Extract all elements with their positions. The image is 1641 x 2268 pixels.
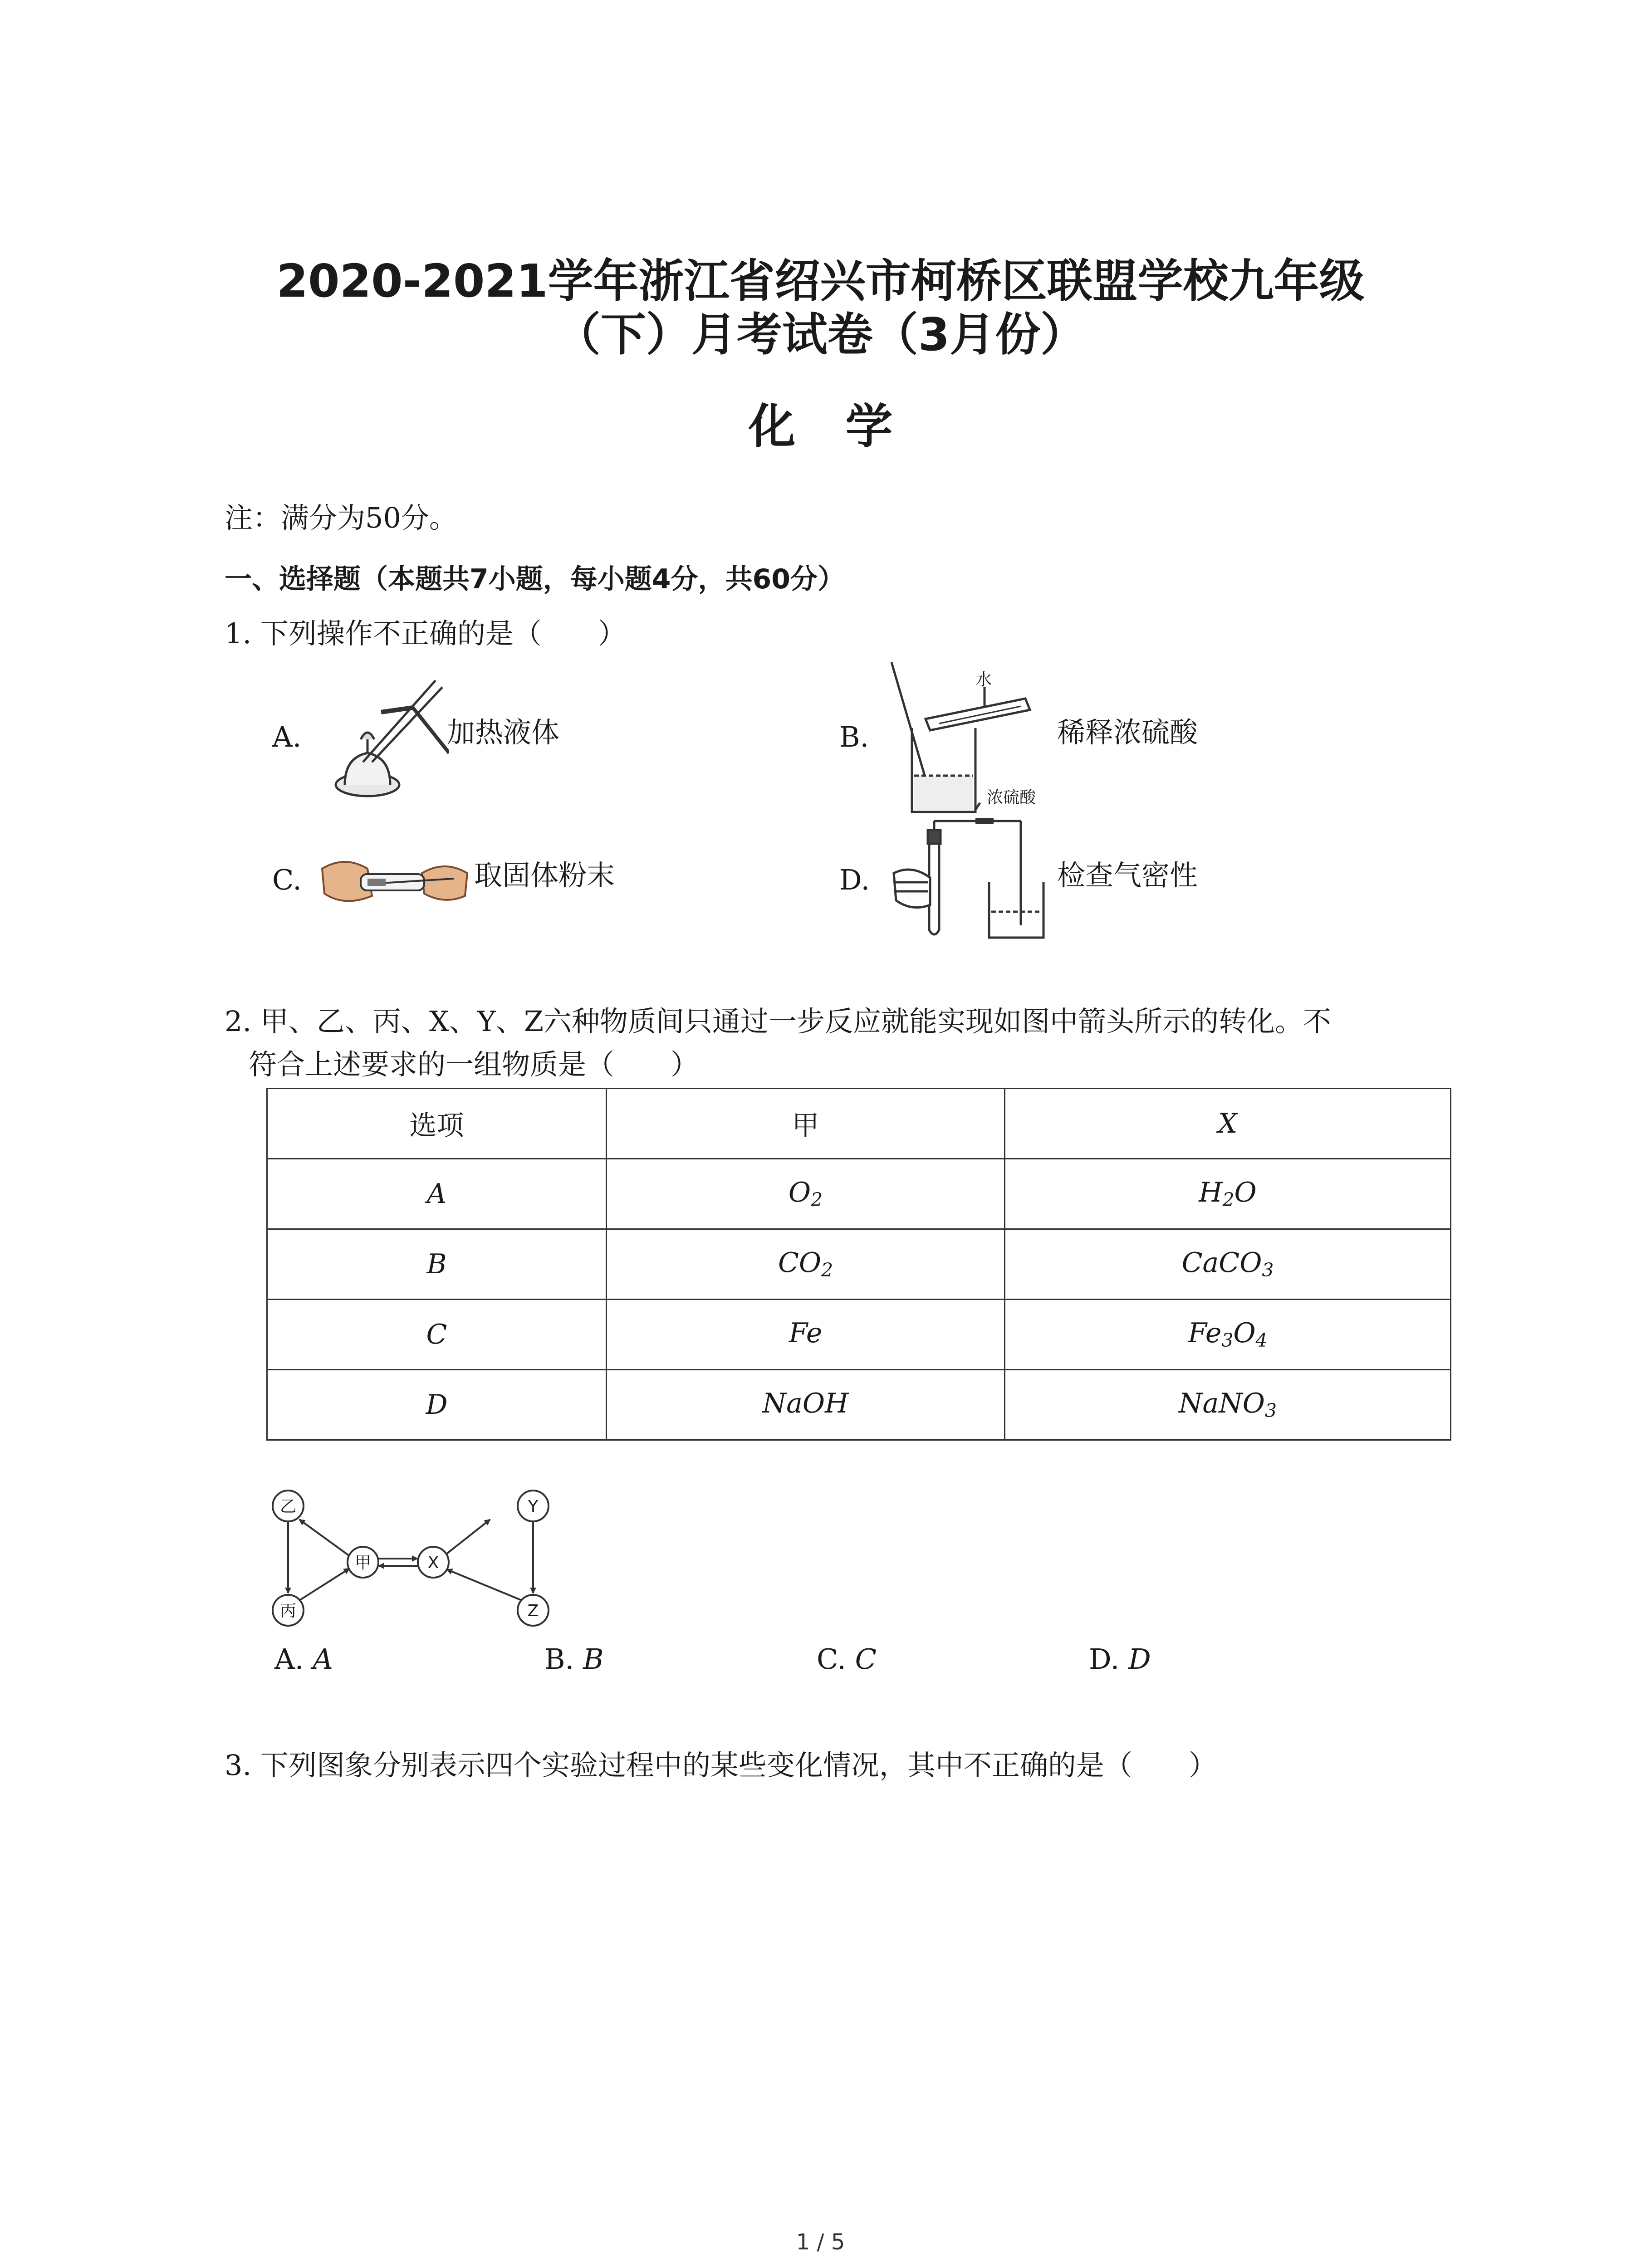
q2-answer-b: B. B — [544, 1642, 604, 1676]
subject-title: 化学 — [748, 399, 943, 454]
cell-x: $H_2O$ — [1005, 1159, 1451, 1229]
q2-stem-line1: 2. 甲、乙、丙、X、Y、Z六种物质间只通过一步反应就能实现如图中箭头所示的转化。不 — [225, 1005, 1332, 1038]
node-label: 丙 — [279, 1602, 297, 1620]
page-title-line2: （下）月考试卷（3月份） — [555, 308, 1086, 361]
take-solid-powder-figure — [318, 850, 472, 909]
header-jia: 甲 — [607, 1089, 1005, 1159]
q1-option-a-label: 加热液体 — [447, 716, 560, 749]
check-airtightness-figure — [885, 814, 1053, 946]
q2-answer-d: D. D — [1089, 1642, 1151, 1676]
q1-option-b-label: 稀释浓硫酸 — [1057, 716, 1198, 749]
arrow-jia-to-yi — [299, 1520, 349, 1556]
q1-option-d-label: 检查气密性 — [1057, 859, 1198, 892]
arrow-bing-to-jia — [299, 1569, 349, 1600]
q1-option-b-letter: B. — [839, 720, 869, 753]
table-row — [267, 1300, 1451, 1370]
concentrated-acid-label: 浓硫酸 — [987, 788, 1036, 807]
cell-x: $Fe_3O_4$ — [1005, 1300, 1451, 1370]
header-x: X — [1005, 1089, 1451, 1159]
q1-option-d-letter: D. — [839, 863, 870, 896]
node-label: 甲 — [354, 1554, 372, 1572]
q1-option-c-letter: C. — [272, 863, 302, 896]
q2-answer-a: A. A — [274, 1642, 333, 1676]
cell-x: NaNO$_3$ — [1005, 1370, 1451, 1440]
cell-option: D — [267, 1370, 607, 1440]
node-label: X — [427, 1554, 439, 1572]
table-row — [267, 1370, 1451, 1440]
node-label: Y — [528, 1497, 538, 1516]
q1-option-c-label: 取固体粉末 — [474, 859, 615, 892]
page-number: 1 / 5 — [796, 2229, 845, 2255]
arrow-z-to-x — [447, 1569, 522, 1600]
water-label: 水 — [975, 670, 992, 689]
node-label: Z — [527, 1602, 539, 1620]
arrow-x-to-y — [447, 1520, 490, 1554]
header-option: 选项 — [267, 1089, 607, 1159]
transformation-diagram — [263, 1483, 572, 1637]
cell-jia: $CO_2$ — [607, 1229, 1005, 1300]
table-row — [267, 1159, 1451, 1229]
cell-x: CaCO$_3$ — [1005, 1229, 1451, 1300]
q2-options-table — [266, 1088, 1451, 1441]
section-heading: 一、选择题（本题共7小题，每小题4分，共60分） — [225, 563, 845, 595]
page-title-line1: 2020-2021学年浙江省绍兴市柯桥区联盟学校九年级 — [276, 254, 1365, 308]
q3-stem: 3. 下列图象分别表示四个实验过程中的某些变化情况，其中不正确的是（ ） — [225, 1749, 1217, 1782]
cell-option: A — [267, 1159, 607, 1229]
score-note: 注：满分为50分。 — [225, 501, 457, 534]
table-header-row — [267, 1089, 1451, 1159]
cell-jia: NaOH — [607, 1370, 1005, 1440]
table-row — [267, 1229, 1451, 1300]
q2-answer-c: C. C — [817, 1642, 877, 1676]
cell-option: C — [267, 1300, 607, 1370]
cell-option: B — [267, 1229, 607, 1300]
q1-stem: 1. 下列操作不正确的是（ ） — [225, 617, 626, 650]
q1-option-a-letter: A. — [272, 720, 302, 753]
heating-liquid-figure — [318, 671, 449, 803]
node-label: 乙 — [279, 1497, 297, 1516]
q2-stem-line2: 符合上述要求的一组物质是（ ） — [249, 1048, 699, 1081]
cell-jia: $O_2$ — [607, 1159, 1005, 1229]
cell-jia: Fe — [607, 1300, 1005, 1370]
